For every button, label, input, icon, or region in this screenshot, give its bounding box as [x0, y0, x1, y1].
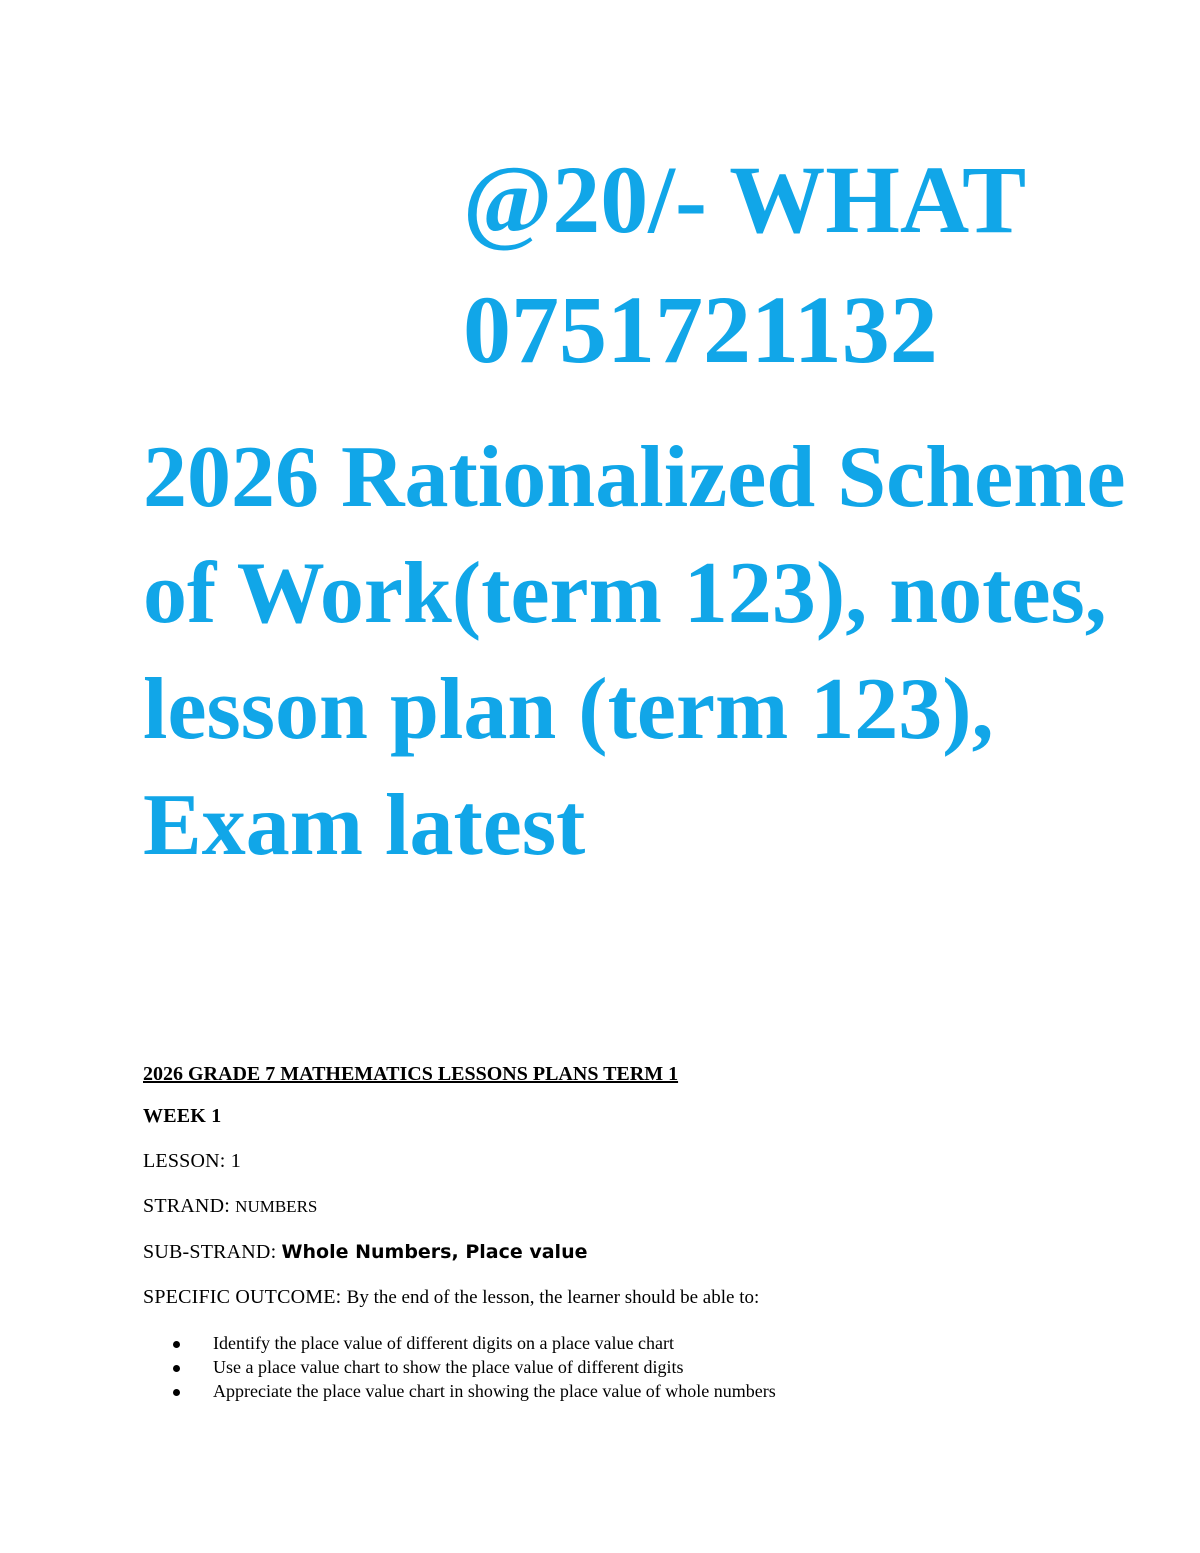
promo-phone-line: 0751721132	[463, 276, 938, 383]
strand-label: STRAND:	[143, 1195, 236, 1217]
lesson-plan-heading: 2026 GRADE 7 MATHEMATICS LESSONS PLANS TERM 1	[143, 1063, 679, 1085]
bullet-icon	[173, 1341, 180, 1348]
week-field	[143, 1104, 1143, 1128]
lesson-label: LESSON: 1	[143, 1150, 241, 1172]
strand-value: NUMBERS	[235, 1197, 318, 1216]
substrand-value: Whole Numbers, Place value	[281, 1241, 588, 1263]
list-item	[173, 1379, 1143, 1403]
outcome-text: Identify the place value of different digits on a place value chart	[213, 1333, 674, 1353]
outcome-list	[143, 1331, 1143, 1403]
outcome-value: By the end of the lesson, the learner should be able to:	[346, 1287, 760, 1308]
strand-field	[143, 1194, 1143, 1219]
outcome-field	[143, 1285, 1143, 1310]
document-title: 2026 Rationalized Scheme of Work(term 123), notes, lesson plan (term 123), Exam latest	[143, 429, 1126, 874]
outcome-text: Appreciate the place value chart in showing the place value of whole numbers	[213, 1381, 776, 1401]
outcome-label: SPECIFIC OUTCOME:	[143, 1286, 347, 1308]
substrand-field	[143, 1240, 1143, 1264]
substrand-label: SUB-STRAND:	[143, 1241, 282, 1263]
promo-price-line: @20/- WHAT	[463, 146, 1027, 253]
list-item	[173, 1355, 1143, 1379]
bullet-icon	[173, 1365, 180, 1372]
list-item	[173, 1331, 1143, 1355]
bullet-icon	[173, 1389, 180, 1396]
lesson-field	[143, 1149, 1143, 1173]
week-label: WEEK 1	[143, 1105, 222, 1127]
lesson-plan	[143, 1062, 1143, 1403]
outcome-text: Use a place value chart to show the place value of different digits	[213, 1357, 684, 1377]
